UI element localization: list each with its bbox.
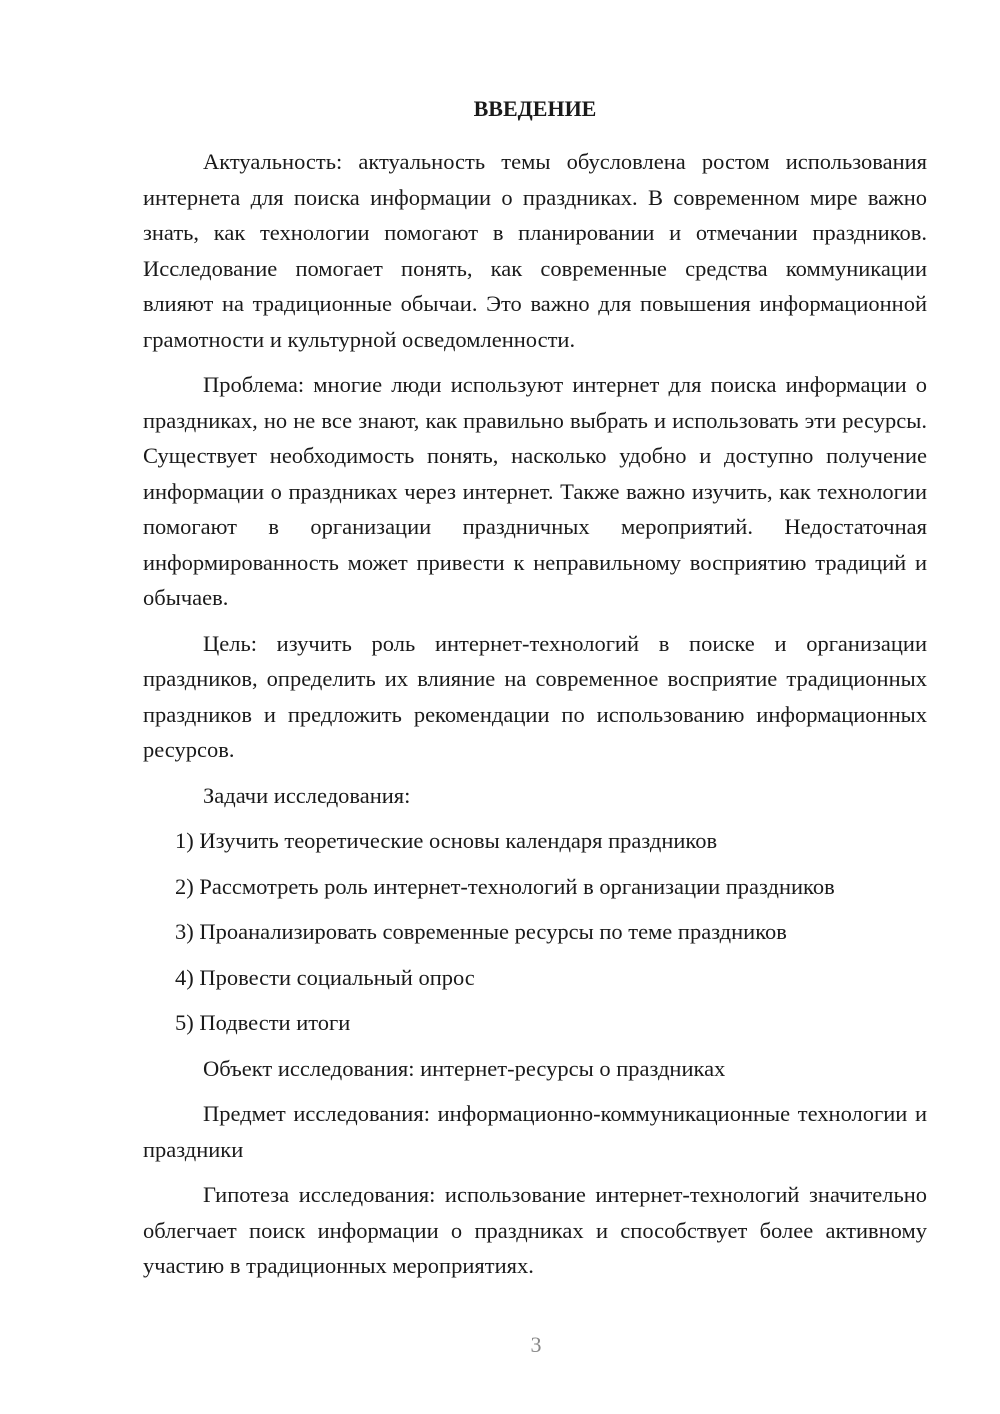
object-paragraph: Объект исследования: интернет-ресурсы о праздниках bbox=[203, 1055, 726, 1081]
tasks-title: Задачи исследования: bbox=[203, 782, 411, 808]
task-item: 4) Провести социальный опрос bbox=[175, 964, 475, 990]
task-item: 3) Проанализировать современные ресурсы по теме праздников bbox=[175, 919, 787, 944]
task-item: 2) Рассмотреть роль интернет-технологий в организации праздников bbox=[175, 873, 835, 899]
page-number: 3 bbox=[530, 1332, 542, 1357]
document-page bbox=[143, 92, 927, 1294]
task-item: 5) Подвести итоги bbox=[175, 1010, 351, 1035]
relevance-paragraph: Актуальность: актуальность темы обусловлена ростом использования интернета для поиска информации о праздниках. В современном мире важно знать, как технологии помогают в планировании и отмечании праздников. Исследование помогает понять, как современные средства коммуникации влияют на традиционные обычаи. Это важно для повышения информационной грамотности и культурной осведомленности. bbox=[143, 149, 927, 352]
hypothesis-paragraph: Гипотеза исследования: использование интернет-технологий значительно облегчает поиск информации о праздниках и способствует более активному участию в традиционных мероприятиях. bbox=[143, 1182, 927, 1278]
goal-paragraph: Цель: изучить роль интернет-технологий в поиске и организации праздников, определить их влияние на современное восприятие традиционных праздников и предложить рекомендации по использованию информационных ресурсов. bbox=[143, 630, 927, 762]
subject-paragraph: Предмет исследования: информационно-коммуникационные технологии и праздники bbox=[143, 1101, 927, 1162]
problem-paragraph: Проблема: многие люди используют интернет для поиска информации о праздниках, но не все знают, как правильно выбрать и использовать эти ресурсы. Существует необходимость понять, насколько удобно и доступно получение информации о праздниках через интернет. Также важно изучить, как технологии помогают в организации праздничных мероприятий. Недостаточная информированность может привести к неправильному восприятию традиций и обычаев. bbox=[143, 372, 927, 610]
task-item: 1) Изучить теоретические основы календаря праздников bbox=[175, 828, 718, 853]
page-title: ВВЕДЕНИЕ bbox=[473, 96, 597, 121]
tasks-list bbox=[143, 823, 927, 1041]
